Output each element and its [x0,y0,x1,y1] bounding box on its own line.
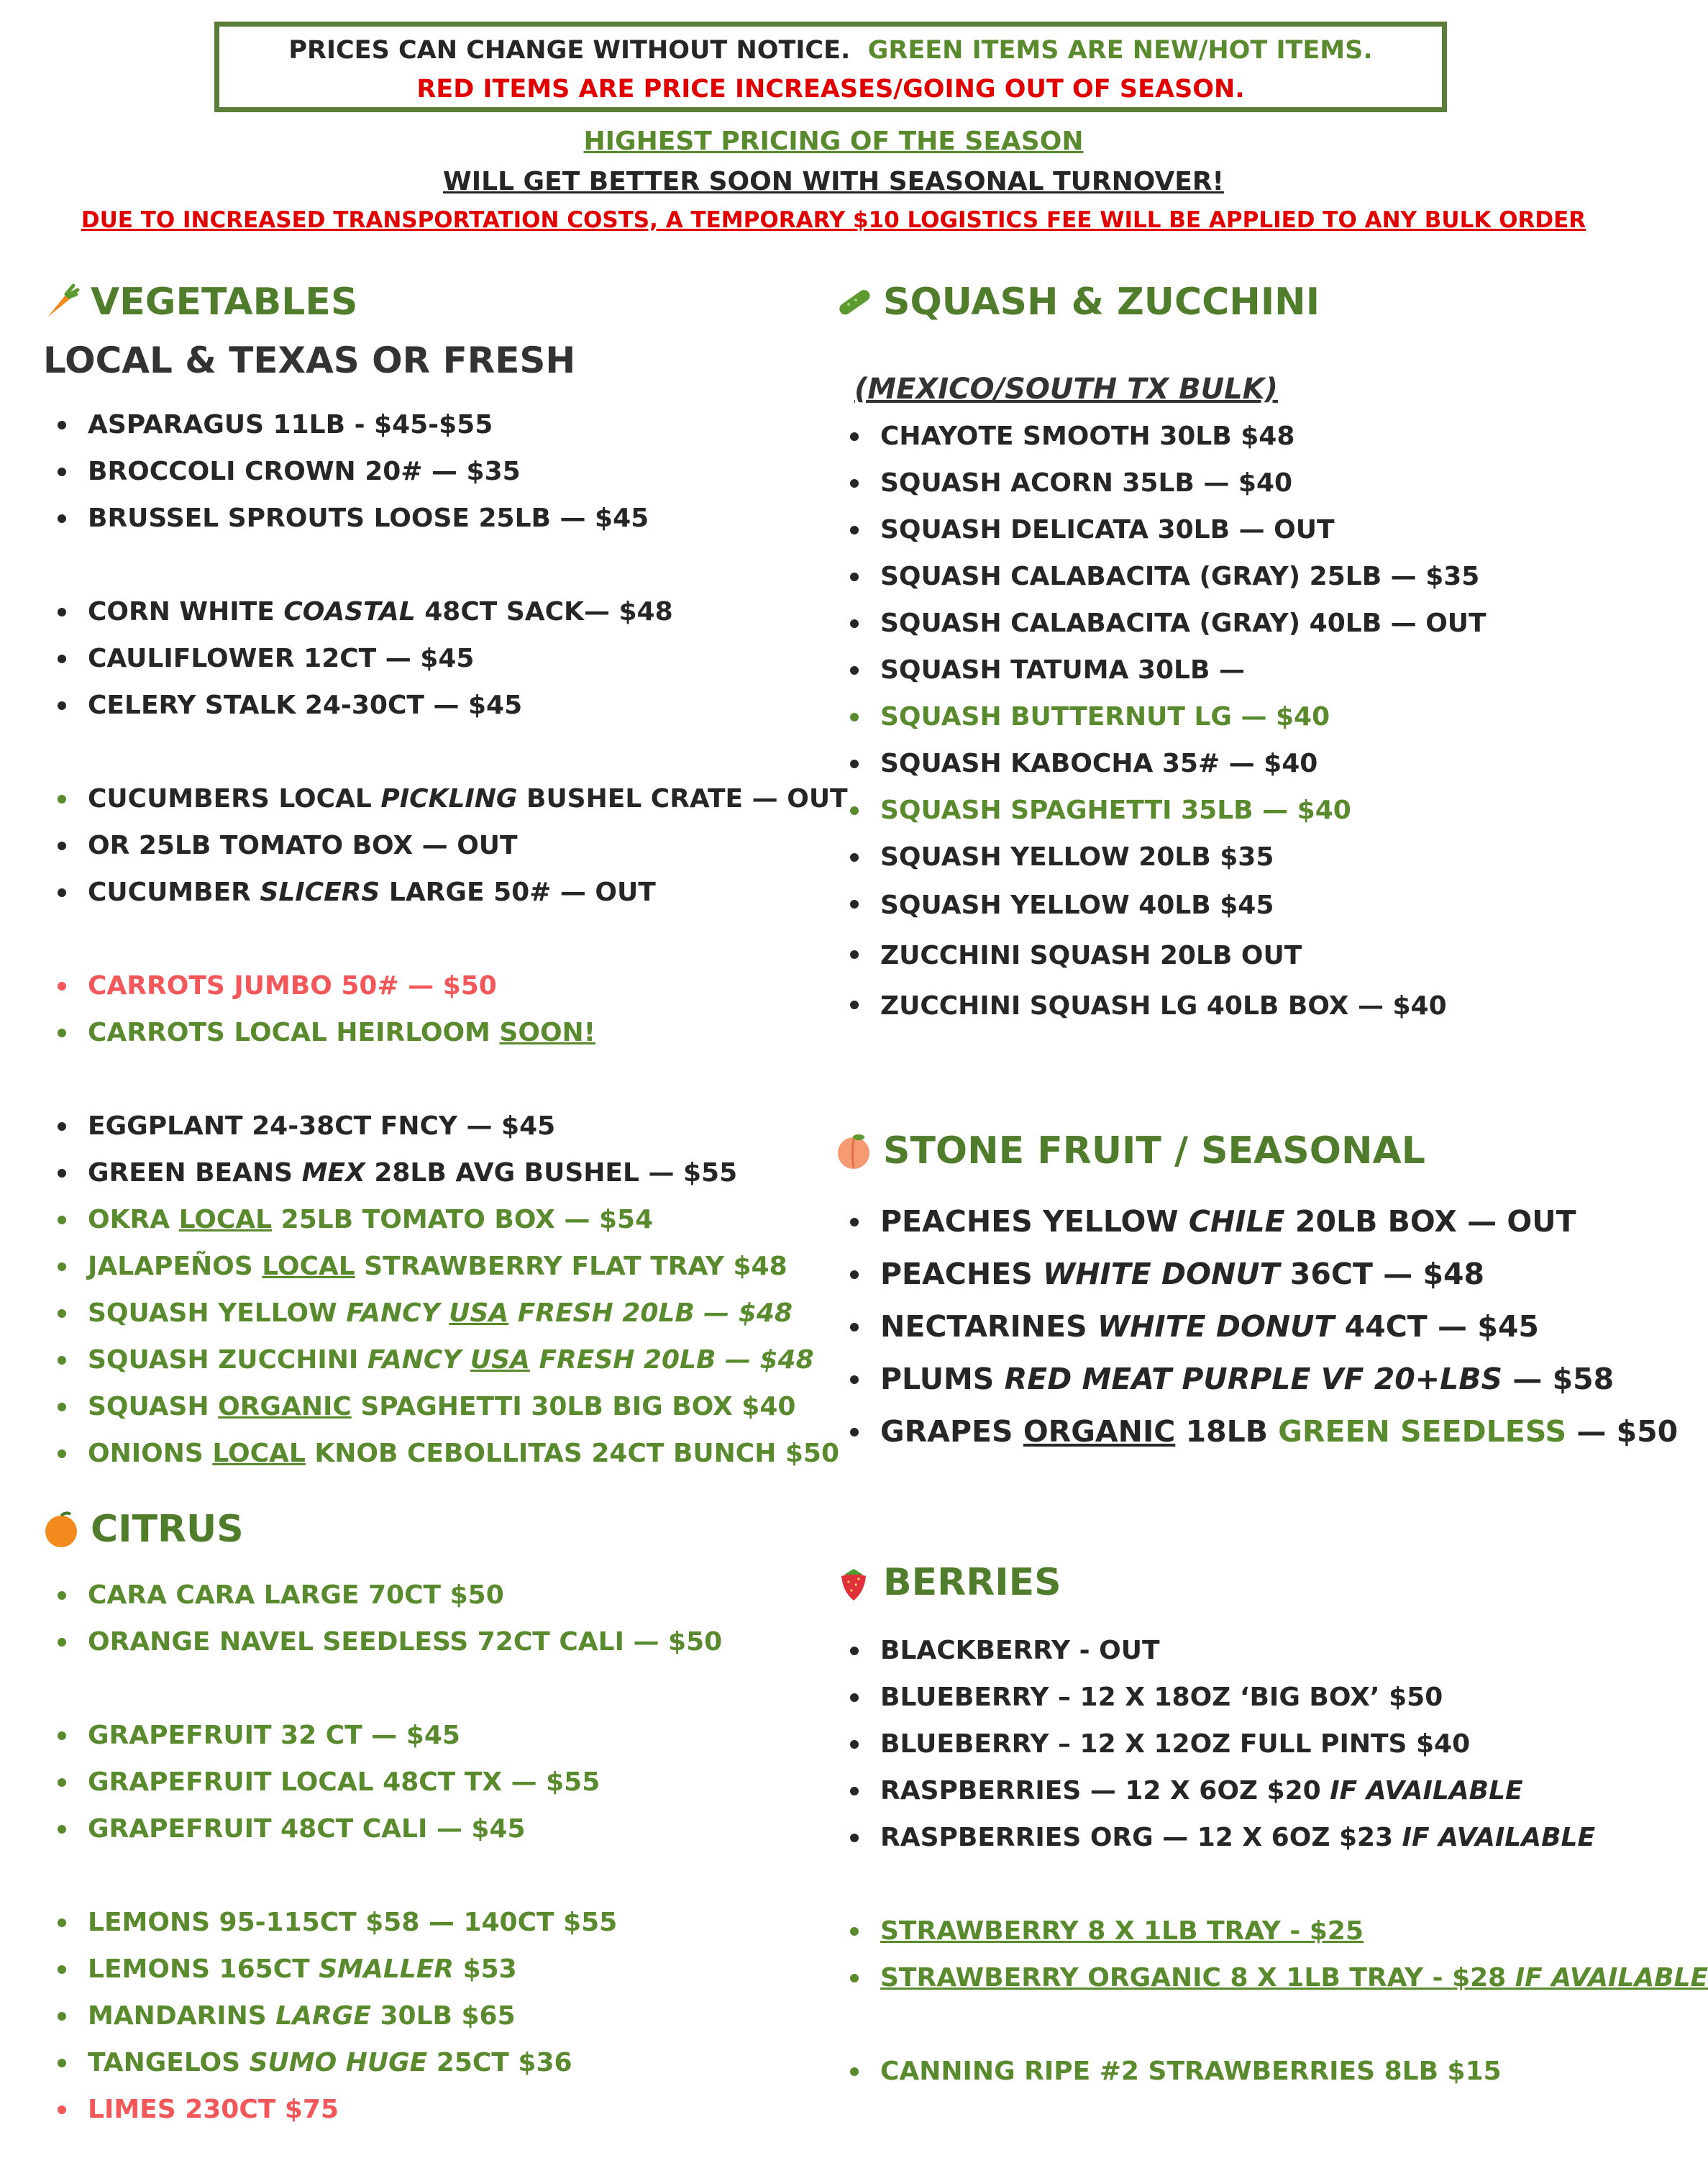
list-item: SQUASH KABOCHA 35# — $40 [834,740,1486,787]
list-item: SQUASH TATUMA 30LB — [834,647,1486,693]
list-item: TANGELOS SUMO HUGE 25CT $36 [42,2039,722,2086]
list-item: CANNING RIPE #2 STRAWBERRIES 8LB $15 [834,2048,1708,2095]
squash-title: SQUASH & ZUCCHINI [883,281,1320,324]
list-item: SQUASH BUTTERNUT LG — $40 [834,693,1486,740]
vegetables-title: VEGETABLES [91,281,358,324]
notice-box [214,22,1447,112]
squash-title-row [834,281,1320,324]
berries-list [834,1627,1708,2095]
list-item: PEACHES WHITE DONUT 36CT — $48 [834,1248,1678,1301]
list-item: SQUASH ACORN 35LB — $40 [834,460,1486,506]
list-item: SQUASH ORGANIC SPAGHETTI 30LB BIG BOX $40 [42,1383,848,1430]
list-item: STRAWBERRY 8 X 1LB TRAY - $25 [834,1908,1708,1954]
citrus-list [42,1572,722,2133]
list-item: CARROTS JUMBO 50# — $50 [42,962,848,1009]
notice-green: GREEN ITEMS ARE NEW/HOT ITEMS. [867,36,1373,65]
list-item: LEMONS 165CT SMALLER $53 [42,1946,722,1993]
citrus-title: CITRUS [91,1508,244,1551]
list-item: CUCUMBERS LOCAL PICKLING BUSHEL CRATE — OUT [42,775,848,822]
notice-red: RED ITEMS ARE PRICE INCREASES/GOING OUT OF SEASON. [416,75,1245,104]
stone-title: STONE FRUIT / SEASONAL [883,1129,1425,1173]
list-item: CAULIFLOWER 12CT — $45 [42,635,848,682]
list-item: ONIONS LOCAL KNOB CEBOLLITAS 24CT BUNCH $50 [42,1430,848,1477]
list-item: ORANGE NAVEL SEEDLESS 72CT CALI — $50 [42,1618,722,1665]
list-item: EGGPLANT 24-38CT FNCY — $45 [42,1103,848,1149]
list-item: NECTARINES WHITE DONUT 44CT — $45 [834,1301,1678,1353]
list-item: BRUSSEL SPROUTS LOOSE 25LB — $45 [42,495,848,542]
list-item: BLACKBERRY - OUT [834,1627,1708,1674]
list-item: GRAPEFRUIT LOCAL 48CT TX — $55 [42,1759,722,1806]
list-item: CORN WHITE COASTAL 48CT SACK— $48 [42,588,848,635]
list-item: LEMONS 95-115CT $58 — 140CT $55 [42,1899,722,1946]
strawberry-icon [834,1563,873,1602]
list-item: MANDARINS LARGE 30LB $65 [42,1993,722,2039]
list-item: SQUASH YELLOW FANCY USA FRESH 20LB — $48 [42,1290,848,1337]
stone-list [834,1196,1678,1458]
list-item: SQUASH SPAGHETTI 35LB — $40 [834,787,1486,834]
list-item: RASPBERRIES ORG — 12 X 6OZ $23 IF AVAILABLE [834,1814,1708,1861]
notice-line-1 [219,31,1442,70]
list-item: BLUEBERRY – 12 X 12OZ FULL PINTS $40 [834,1721,1708,1767]
list-item: SQUASH YELLOW 20LB $35 [834,834,1486,880]
list-item: OKRA LOCAL 25LB TOMATO BOX — $54 [42,1196,848,1243]
notice-black: PRICES CAN CHANGE WITHOUT NOTICE. [288,36,851,65]
list-item: SQUASH CALABACITA (GRAY) 40LB — OUT [834,600,1486,647]
stone-title-row [834,1129,1425,1173]
list-item: GRAPEFRUIT 32 CT — $45 [42,1712,722,1759]
peach-icon [834,1132,873,1170]
list-item-continued: OR 25LB TOMATO BOX — OUT [42,822,848,869]
citrus-title-row [42,1508,244,1551]
list-item: GRAPES ORGANIC 18LB GREEN SEEDLESS — $50 [834,1406,1678,1458]
headline-fee: DUE TO INCREASED TRANSPORTATION COSTS, A TEMPORARY $10 LOGISTICS FEE WILL BE APPLIED TO ANY BULK ORDER [81,207,1586,233]
list-item: SQUASH ZUCCHINI FANCY USA FRESH 20LB — $48 [42,1337,848,1383]
headline-better: WILL GET BETTER SOON WITH SEASONAL TURNOVER! [443,167,1224,196]
list-item: ZUCCHINI SQUASH LG 40LB BOX — $40 [834,981,1486,1032]
berries-title-row [834,1561,1061,1604]
list-item: CELERY STALK 24-30CT — $45 [42,682,848,729]
list-item: SQUASH DELICATA 30LB — OUT [834,506,1486,553]
list-item: BROCCOLI CROWN 20# — $35 [42,448,848,495]
list-item: CARROTS LOCAL HEIRLOOM SOON! [42,1009,848,1056]
carrot-icon [42,283,81,322]
vegetables-subtitle: LOCAL & TEXAS OR FRESH [43,340,576,381]
list-item: SQUASH YELLOW 40LB $45 [834,880,1486,931]
list-item: ZUCCHINI SQUASH 20LB OUT [834,931,1486,981]
list-item: SQUASH CALABACITA (GRAY) 25LB — $35 [834,553,1486,600]
headline-season: HIGHEST PRICING OF THE SEASON [583,127,1084,156]
list-item: CHAYOTE SMOOTH 30LB $48 [834,413,1486,460]
list-item: BLUEBERRY – 12 X 18OZ ‘BIG BOX’ $50 [834,1674,1708,1721]
cucumber-icon [834,283,873,322]
list-item: CUCUMBER SLICERS LARGE 50# — OUT [42,869,848,916]
berries-title: BERRIES [883,1561,1061,1604]
list-item: STRAWBERRY ORGANIC 8 X 1LB TRAY - $28 IF AVAILABLE [834,1954,1708,2001]
squash-note: (MEXICO/SOUTH TX BULK) [854,373,1278,406]
vegetables-list [42,401,848,1477]
vegetables-title-row [42,281,357,324]
list-item: LIMES 230CT $75 [42,2086,722,2133]
list-item: CARA CARA LARGE 70CT $50 [42,1572,722,1618]
squash-list [834,413,1486,1032]
list-item: JALAPEÑOS LOCAL STRAWBERRY FLAT TRAY $48 [42,1243,848,1290]
list-item: GRAPEFRUIT 48CT CALI — $45 [42,1806,722,1852]
list-item: RASPBERRIES — 12 X 6OZ $20 IF AVAILABLE [834,1767,1708,1814]
list-item: PLUMS RED MEAT PURPLE VF 20+LBS — $58 [834,1353,1678,1406]
orange-icon [42,1510,81,1549]
list-item: GREEN BEANS MEX 28LB AVG BUSHEL — $55 [42,1149,848,1196]
list-item: PEACHES YELLOW CHILE 20LB BOX — OUT [834,1196,1678,1248]
list-item: ASPARAGUS 11LB - $45-$55 [42,401,848,448]
